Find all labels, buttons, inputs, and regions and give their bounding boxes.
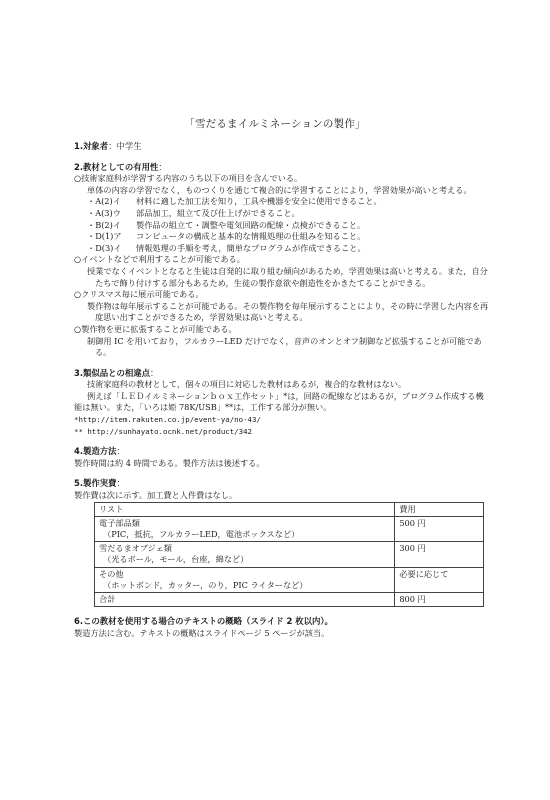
usefulness-item-4 xyxy=(74,324,490,336)
section-differences-heading xyxy=(74,368,490,380)
table-cell-item xyxy=(95,542,395,567)
item-name: 雪だるまオブジェ類 xyxy=(99,543,172,554)
section-usefulness-heading xyxy=(74,162,490,174)
section-text-outline xyxy=(74,616,490,639)
usefulness-item-2-detail: 授業でなくイベントとなると生徒は自発的に取り組む傾向があるため，学習効果は高いと考える。また，自分たちで飾り付けする部分もあるため，生徒の製作意欲や創造性をかきたてることができる。 xyxy=(87,265,488,288)
bullet-code: ・D(3)イ xyxy=(87,242,122,253)
bullet-text: 材料に適した加工法を知り，工具や機器を安全に使用できること。 xyxy=(136,196,382,207)
bullet-text: 情報処理の手順を考え，簡単なプログラムが作成できること。 xyxy=(136,242,366,253)
section-target-title: 1.対象者 xyxy=(74,141,109,151)
section-cost-heading xyxy=(74,478,490,490)
bullet-code: ・A(2)イ xyxy=(87,196,121,207)
bullet-text: 製作品の組立て・調整や電気回路の配線・点検ができること。 xyxy=(136,219,366,230)
section-method-heading xyxy=(74,446,490,458)
item-text: 製作物を更に拡張することが可能である。 xyxy=(81,323,237,334)
reference-link-1[interactable]: *http://item.rakuten.co.jp/event-ya/no-43/ xyxy=(74,415,261,425)
bullet-text: コンピュータの構成と基本的な情報処理の仕組みを知ること。 xyxy=(136,231,366,242)
section-differences-sep: ： xyxy=(150,367,159,378)
item-detail: （ホットボンド，カッター，のり，PIC ライターなど） xyxy=(103,579,308,590)
section-differences-title: 3.類似品との相違点 xyxy=(74,367,151,378)
table-cell-cost: 300 円 xyxy=(395,542,484,567)
curriculum-bullet xyxy=(74,196,490,208)
section-usefulness xyxy=(74,162,490,359)
table-row xyxy=(95,542,484,567)
bullet-code: ・B(2)イ xyxy=(87,219,121,230)
document-body xyxy=(74,141,490,648)
usefulness-item-2 xyxy=(74,254,490,266)
table-header-list: リスト xyxy=(95,502,395,516)
table-header-cost: 費用 xyxy=(395,502,484,516)
item-mark: ○ xyxy=(74,289,82,300)
table-row xyxy=(95,567,484,592)
text-outline-text: 製造方法に含む。テキストの概略はスライドページ 5 ページが該当。 xyxy=(74,627,330,638)
usefulness-item-1 xyxy=(74,173,490,185)
section-method xyxy=(74,446,490,469)
cost-table xyxy=(94,502,484,608)
usefulness-item-4-detail: 制御用 IC を用いており，フルカラーLED だけでなく，音声のオンとオフ制御など拡張することが可能である。 xyxy=(87,335,482,358)
item-name: その他 xyxy=(99,568,124,579)
table-cell-cost: 800 円 xyxy=(395,593,484,607)
table-cell-item xyxy=(95,567,395,592)
usefulness-item-3-detail: 製作物は毎年展示することが可能である。その製作物を毎年展示することにより，その時に学習した内容を再度思い出すことができるため，学習効果は高いと考える。 xyxy=(87,300,489,323)
section-method-title: 4.製造方法 xyxy=(74,446,117,457)
document-title: 「雪だるまイルミネーションの製作」 xyxy=(184,118,366,130)
section-method-sep: ： xyxy=(116,446,125,457)
bullet-code: ・D(1)ア xyxy=(87,231,122,242)
bullet-code: ・A(3)ウ xyxy=(87,207,121,218)
differences-paragraph-2: 例えば「ＬＥＤイルミネーションｂｏｘ工作セット」*は，回路の配線などはあるが，プログラム作成する機能は無い。また，「いろは姫 78K/USB」**は，工作する部分が無い。 xyxy=(74,390,484,413)
section-text-outline-heading: 6.この教材を使用する場合のテキストの概略（スライド 2 枚以内）。 xyxy=(74,616,333,627)
curriculum-bullet xyxy=(74,231,490,243)
item-detail: （PIC，抵抗，フルカラーLED，電池ボックスなど） xyxy=(103,529,300,540)
section-differences xyxy=(74,368,490,438)
item-detail: （光るボール，モール，台座，綿など） xyxy=(103,554,249,565)
table-cell-item xyxy=(95,516,395,541)
differences-paragraph-1: 技術家庭科の教材として，個々の項目に対応した教材はあるが，複合的な教材はない。 xyxy=(87,379,407,390)
table-cell-cost: 必要に応じて xyxy=(395,567,484,592)
reference-link-2[interactable]: ** http://sunhayato.ocnk.net/product/342 xyxy=(74,426,252,436)
section-target xyxy=(74,141,490,153)
section-target-sep: ： xyxy=(108,141,117,151)
table-cell-item: 合計 xyxy=(95,593,395,607)
item-mark: ○ xyxy=(74,323,82,334)
item-mark: ○ xyxy=(74,173,82,184)
item-text: イベントなどで利用することが可能である。 xyxy=(81,254,245,265)
item-name: 電子部品類 xyxy=(99,517,140,528)
section-usefulness-sep: ： xyxy=(158,161,167,172)
section-target-value: 中学生 xyxy=(116,141,142,151)
curriculum-bullet xyxy=(74,208,490,220)
cost-text: 製作費は次に示す。加工費と人件費はなし。 xyxy=(74,490,238,501)
section-cost-sep: ： xyxy=(116,478,125,489)
bullet-text: 部品加工，組立て及び仕上げができること。 xyxy=(136,207,300,218)
table-header-row xyxy=(95,502,484,516)
method-text: 製作時間は約 4 時間である。製作方法は後述する。 xyxy=(74,457,265,468)
section-cost-title: 5.製作実費 xyxy=(74,478,117,489)
table-cell-cost: 500 円 xyxy=(395,516,484,541)
curriculum-bullet xyxy=(74,220,490,232)
section-usefulness-title: 2.教材としての有用性 xyxy=(74,161,159,172)
table-row xyxy=(95,516,484,541)
usefulness-item-3 xyxy=(74,289,490,301)
item-text: クリスマス毎に展示可能である。 xyxy=(81,289,204,300)
section-cost xyxy=(74,478,490,607)
item-text: 技術家庭科が学習する内容のうち以下の項目を含んでいる。 xyxy=(81,173,303,184)
table-row-total xyxy=(95,593,484,607)
curriculum-bullet xyxy=(74,243,490,255)
item-mark: ○ xyxy=(74,254,82,265)
section-target-heading xyxy=(74,141,490,153)
usefulness-item-1-detail: 単体の内容の学習でなく，ものつくりを通じて複合的に学習することにより，学習効果が高いと考える。 xyxy=(87,184,472,195)
